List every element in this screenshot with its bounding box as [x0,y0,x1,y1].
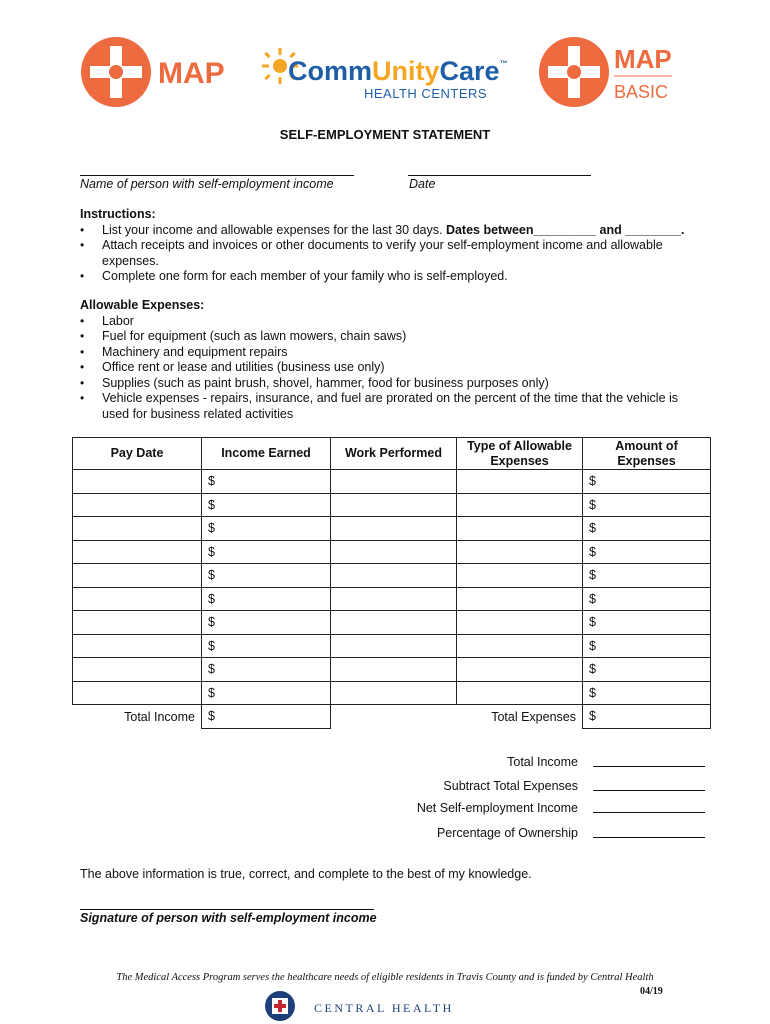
svg-text:MAP: MAP [614,44,672,74]
work-performed-cell[interactable] [331,564,457,588]
total-income-cell[interactable]: $ [202,705,331,729]
pay-date-cell[interactable] [73,587,202,611]
expense-amount-cell[interactable]: $ [583,587,711,611]
work-performed-cell[interactable] [331,681,457,705]
expense-item: • Machinery and equipment repairs [80,345,692,361]
total-expenses-label: Total Expenses [491,709,576,724]
pay-date-cell[interactable] [73,470,202,494]
pay-date-cell[interactable] [73,564,202,588]
page-title: SELF-EMPLOYMENT STATEMENT [279,127,491,142]
pay-date-cell[interactable] [73,611,202,635]
summary-total-income-field[interactable] [593,755,705,767]
table-row [73,587,711,611]
income-earned-cell[interactable]: $ [202,517,331,541]
instruction-item: • Complete one form for each member of your family who is self-employed. [80,269,700,285]
expense-amount-cell[interactable]: $ [583,540,711,564]
table-row [73,658,711,682]
expense-type-cell[interactable] [457,634,583,658]
work-performed-cell[interactable] [331,587,457,611]
summary-net-income-label: Net Self-employment Income [416,801,578,815]
svg-text:CommUnityCare™: CommUnityCare™ [288,56,508,86]
instruction-item: • Attach receipts and invoices or other documents to verify your self-employment income and allowable expenses. [80,238,700,269]
header-work-performed: Work Performed [331,438,457,470]
header-pay-date: Pay Date [73,438,202,470]
income-earned-cell[interactable]: $ [202,634,331,658]
expense-type-cell[interactable] [457,658,583,682]
name-line[interactable] [80,162,354,176]
summary-total-income-label: Total Income [507,755,578,769]
table-row [73,611,711,635]
expense-item: • Vehicle expenses - repairs, insurance, and fuel are prorated on the percent of the time that the vehicle is used for business related activities [80,391,692,422]
footer-text: The Medical Access Program serves the healthcare needs of eligible residents in Travis County and is funded by Central Health [116,972,654,983]
income-earned-cell[interactable]: $ [202,658,331,682]
name-label: Name of person with self-employment income [80,177,334,191]
pay-date-cell[interactable] [73,681,202,705]
signature-label: Signature of person with self-employment income [80,911,377,925]
pay-date-cell[interactable] [73,493,202,517]
expense-type-cell[interactable] [457,470,583,494]
income-earned-cell[interactable]: $ [202,564,331,588]
map-basic-logo [538,36,698,108]
pay-date-cell[interactable] [73,540,202,564]
expense-item: • Labor [80,314,692,330]
income-earned-cell[interactable]: $ [202,587,331,611]
expense-type-cell[interactable] [457,681,583,705]
allowable-expenses-section [80,298,692,422]
work-performed-cell[interactable] [331,493,457,517]
expense-amount-cell[interactable]: $ [583,493,711,517]
work-performed-cell[interactable] [331,658,457,682]
summary-net-income-field[interactable] [593,801,705,813]
header-expense-type: Type of Allowable Expenses [457,438,583,470]
table-row [73,493,711,517]
summary-subtract-expenses-label: Subtract Total Expenses [443,779,578,793]
expense-item: • Fuel for equipment (such as lawn mowers, chain saws) [80,329,692,345]
expense-amount-cell[interactable]: $ [583,564,711,588]
totals-row [73,705,711,729]
work-performed-cell[interactable] [331,470,457,494]
pay-date-cell[interactable] [73,634,202,658]
header-income-earned: Income Earned [202,438,331,470]
expense-item: • Supplies (such as paint brush, shovel, hammer, food for business purposes only) [80,376,692,392]
expense-amount-cell[interactable]: $ [583,681,711,705]
income-earned-cell[interactable]: $ [202,470,331,494]
summary-ownership-label: Percentage of Ownership [436,826,578,840]
signature-line[interactable] [80,896,374,910]
table-row [73,634,711,658]
income-earned-cell[interactable]: $ [202,681,331,705]
expense-type-cell[interactable] [457,540,583,564]
instructions-heading: Instructions: [80,207,156,221]
summary-ownership-field[interactable] [593,826,705,838]
table-row [73,540,711,564]
footer-date: 04/19 [640,986,663,997]
expense-amount-cell[interactable]: $ [583,517,711,541]
expense-type-cell[interactable] [457,517,583,541]
date-label: Date [409,177,436,191]
total-income-label: Total Income [124,709,195,724]
pay-date-cell[interactable] [73,517,202,541]
summary-subtract-expenses-field[interactable] [593,779,705,791]
instructions-section [80,207,700,285]
work-performed-cell[interactable] [331,517,457,541]
expense-type-cell[interactable] [457,564,583,588]
date-line[interactable] [408,162,591,176]
svg-text:BASIC: BASIC [614,82,669,102]
map-logo [80,36,230,108]
expense-amount-cell[interactable]: $ [583,634,711,658]
expense-type-cell[interactable] [457,493,583,517]
expense-type-cell[interactable] [457,611,583,635]
table-row [73,681,711,705]
table-row [73,564,711,588]
work-performed-cell[interactable] [331,611,457,635]
totals-spacer [331,705,457,729]
map-logo-text: MAP [158,57,225,90]
expense-item: • Office rent or lease and utilities (business use only) [80,360,692,376]
expense-amount-cell[interactable]: $ [583,470,711,494]
table-row [73,470,711,494]
header-expense-amount: Amount of Expenses [583,438,711,470]
work-performed-cell[interactable] [331,634,457,658]
instruction-item: • List your income and allowable expenses for the last 30 days. Dates between_________ and ________. [80,223,700,239]
work-performed-cell[interactable] [331,540,457,564]
income-earned-cell[interactable]: $ [202,493,331,517]
table-header-row [73,438,711,470]
expense-amount-cell[interactable]: $ [583,658,711,682]
communitycare-logo [262,46,508,106]
logo-header [0,36,770,110]
expenses-heading: Allowable Expenses: [80,298,205,312]
expense-amount-cell[interactable]: $ [583,611,711,635]
income-earned-cell[interactable]: $ [202,611,331,635]
pay-date-cell[interactable] [73,658,202,682]
table-row [73,517,711,541]
total-expenses-cell[interactable]: $ [583,705,711,729]
income-earned-cell[interactable]: $ [202,540,331,564]
central-health-logo [262,990,502,1022]
expense-type-cell[interactable] [457,587,583,611]
communitycare-subtitle: HEALTH CENTERS [364,86,488,101]
attestation-text: The above information is true, correct, and complete to the best of my knowledge. [80,867,532,881]
income-expense-table [72,437,711,729]
central-health-text: CENTRAL HEALTH [314,1001,454,1015]
